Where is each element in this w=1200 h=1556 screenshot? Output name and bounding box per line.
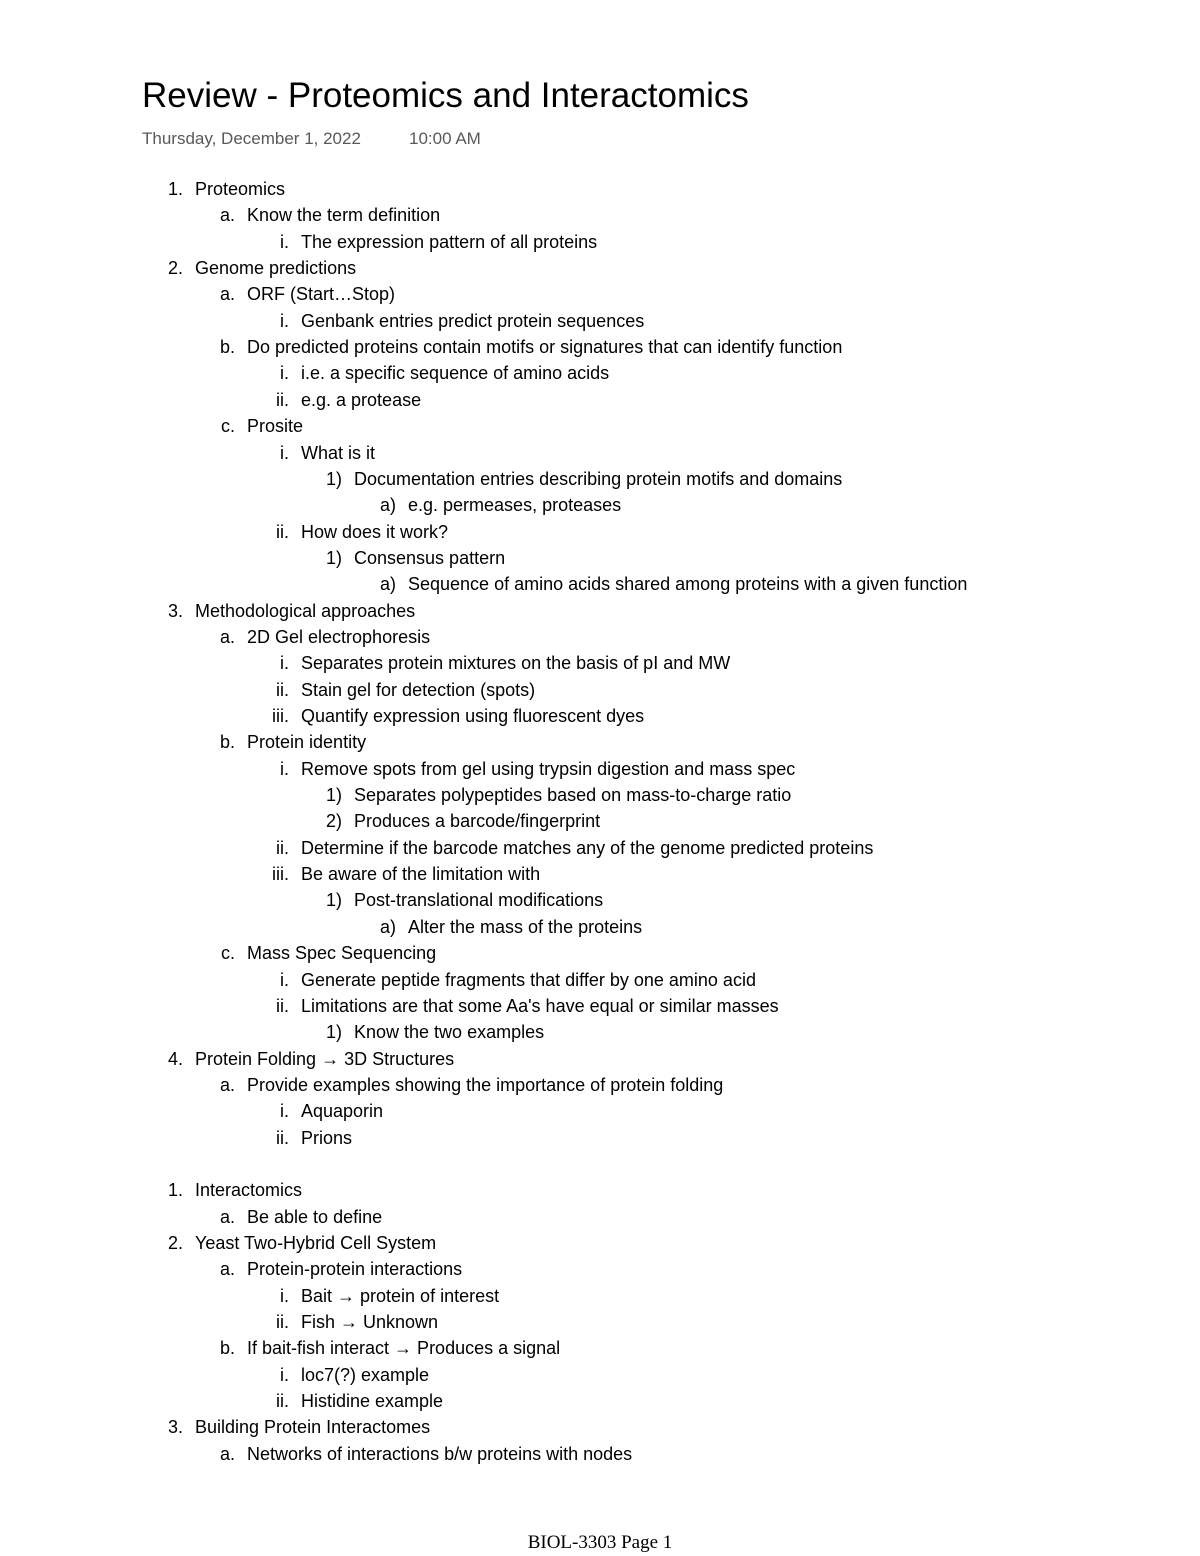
outline-marker: 1) xyxy=(325,547,342,568)
outline-marker: ii. xyxy=(276,1312,289,1333)
outline-text: Interactomics xyxy=(195,1180,303,1201)
outline-marker: i. xyxy=(280,231,289,252)
outline-item xyxy=(0,413,1200,439)
outline-marker: 1) xyxy=(325,785,342,806)
outline-marker: 3. xyxy=(167,600,183,621)
outline-marker: i. xyxy=(280,1285,289,1306)
outline-marker: a. xyxy=(219,626,235,647)
outline-text: Consensus pattern xyxy=(354,547,506,568)
outline-item xyxy=(0,967,1200,993)
outline-text: Mass Spec Sequencing xyxy=(247,943,437,964)
outline-marker: 2) xyxy=(325,811,342,832)
outline-text: Stain gel for detection (spots) xyxy=(301,679,536,700)
page-title: Review - Proteomics and Interactomics xyxy=(142,76,749,115)
outline-text: How does it work? xyxy=(301,521,449,542)
outline-text: Be aware of the limitation with xyxy=(301,864,541,885)
outline-item xyxy=(0,1441,1200,1467)
outline-item xyxy=(0,1335,1200,1361)
outline-item xyxy=(0,334,1200,360)
outline-text: Do predicted proteins contain motifs or signatures that can identify function xyxy=(247,337,843,358)
outline-marker: 2. xyxy=(167,1233,183,1253)
outline-marker: i. xyxy=(280,653,289,674)
outline-marker: i. xyxy=(280,758,289,779)
outline-marker: a. xyxy=(219,1206,235,1227)
outline-text: Limitations are that some Aa's have equal or similar masses xyxy=(301,995,779,1016)
outline-text: i.e. a specific sequence of amino acids xyxy=(301,363,610,384)
page-time: 10:00 AM xyxy=(409,129,481,148)
outline-item xyxy=(0,571,1200,597)
outline-marker: ii. xyxy=(276,679,289,700)
outline-text: What is it xyxy=(301,442,376,463)
outline-item xyxy=(0,1283,1200,1309)
outline-text: If bait-fish interact → Produces a signal xyxy=(247,1338,561,1359)
outline-item xyxy=(0,1177,1200,1203)
outline-item xyxy=(0,1046,1200,1072)
outline-marker: a. xyxy=(219,1074,235,1095)
outline-item xyxy=(0,1309,1200,1335)
outline-text: Know the two examples xyxy=(354,1022,545,1043)
outline-marker: a) xyxy=(379,916,396,937)
outline-item xyxy=(0,360,1200,386)
outline-item xyxy=(0,1125,1200,1151)
outline-marker: ii. xyxy=(276,995,289,1016)
outline-text: Provide examples showing the importance of protein folding xyxy=(247,1074,724,1095)
outline-item xyxy=(0,756,1200,782)
outline-marker: a. xyxy=(219,1259,235,1280)
outline-item xyxy=(0,281,1200,307)
outline-item xyxy=(0,1019,1200,1045)
outline-text: Alter the mass of the proteins xyxy=(408,916,643,937)
outline-marker: iii. xyxy=(272,706,289,726)
outline-item xyxy=(0,176,1200,202)
outline-marker: a) xyxy=(379,574,396,595)
outline-text: loc7(?) example xyxy=(301,1364,430,1385)
outline-marker: 4. xyxy=(167,1048,183,1069)
outline-item xyxy=(0,1256,1200,1282)
outline-item xyxy=(0,519,1200,545)
outline-marker: a. xyxy=(219,1443,235,1464)
outline-text: Bait → protein of interest xyxy=(301,1285,500,1306)
outline-text: Prosite xyxy=(247,416,304,437)
outline-text: Sequence of amino acids shared among proteins with a given function xyxy=(408,574,968,595)
outline-marker: ii. xyxy=(276,389,289,410)
outline-marker: 1. xyxy=(167,1180,183,1201)
outline-marker: i. xyxy=(280,363,289,384)
outline-marker: a. xyxy=(219,205,235,226)
outline-item xyxy=(0,466,1200,492)
outline-item xyxy=(0,993,1200,1019)
outline-item xyxy=(0,650,1200,676)
outline-marker: i. xyxy=(280,969,289,990)
outline-item xyxy=(0,729,1200,755)
outline-marker: ii. xyxy=(276,837,289,858)
outline-item xyxy=(0,1230,1200,1256)
outline-marker: i. xyxy=(280,1364,289,1385)
outline-marker: 1) xyxy=(325,890,342,911)
outline-item xyxy=(0,440,1200,466)
outline-marker: ii. xyxy=(276,1391,289,1412)
outline-text: ORF (Start…Stop) xyxy=(247,284,396,305)
outline-text: Generate peptide fragments that differ by one amino acid xyxy=(301,969,756,990)
outline-item xyxy=(0,1362,1200,1388)
outline-marker: 1) xyxy=(325,468,342,489)
outline-marker: 2. xyxy=(167,258,183,279)
outline-text: Be able to define xyxy=(247,1206,383,1227)
outline-text: Aquaporin xyxy=(301,1101,384,1122)
outline-item xyxy=(0,1072,1200,1098)
outline-marker: b. xyxy=(219,1338,235,1359)
outline-marker: a. xyxy=(219,284,235,305)
outline-text: Methodological approaches xyxy=(195,600,416,621)
outline-text: The expression pattern of all proteins xyxy=(301,231,598,252)
outline-item xyxy=(0,624,1200,650)
outline-item xyxy=(0,308,1200,334)
outline-item xyxy=(0,387,1200,413)
outline-marker: 1) xyxy=(325,1022,342,1043)
outline-item xyxy=(0,703,1200,729)
outline-item xyxy=(0,887,1200,913)
outline-text: Networks of interactions b/w proteins with nodes xyxy=(247,1443,633,1464)
outline-text: Documentation entries describing protein motifs and domains xyxy=(354,468,843,489)
outline-item xyxy=(0,1388,1200,1414)
outline-text: Building Protein Interactomes xyxy=(195,1417,431,1438)
outline-marker: 3. xyxy=(167,1417,183,1438)
outline-text: Know the term definition xyxy=(247,205,441,226)
outline-text: Remove spots from gel using trypsin digestion and mass spec xyxy=(301,758,796,779)
outline-marker: a) xyxy=(379,495,396,516)
outline-item xyxy=(0,492,1200,518)
outline-text: e.g. a protease xyxy=(301,389,422,410)
outline-item xyxy=(0,808,1200,834)
outline-item xyxy=(0,229,1200,255)
outline-marker: c. xyxy=(220,416,235,437)
outline-marker: iii. xyxy=(272,864,289,885)
outline-marker: ii. xyxy=(276,521,289,542)
outline-item xyxy=(0,861,1200,887)
outline-item xyxy=(0,677,1200,703)
outline-item xyxy=(0,782,1200,808)
outline-marker: b. xyxy=(219,732,235,753)
outline-text: Yeast Two-Hybrid Cell System xyxy=(195,1233,437,1253)
outline-marker: i. xyxy=(280,1101,289,1122)
outline-item xyxy=(0,1414,1200,1440)
outline-text: Post-translational modifications xyxy=(354,890,604,911)
outline-marker: 1. xyxy=(167,179,183,199)
outline-item xyxy=(0,545,1200,571)
outline-item xyxy=(0,1098,1200,1124)
outline-text: Determine if the barcode matches any of the genome predicted proteins xyxy=(301,837,874,858)
outline-text: e.g. permeases, proteases xyxy=(408,495,622,516)
outline-text: Quantify expression using fluorescent dyes xyxy=(301,706,645,726)
outline-text: Histidine example xyxy=(301,1391,444,1412)
outline-marker: i. xyxy=(280,442,289,463)
outline-text: Separates polypeptides based on mass-to-charge ratio xyxy=(354,785,792,806)
outline-item xyxy=(0,1204,1200,1230)
outline-item xyxy=(0,598,1200,624)
outline-text: Separates protein mixtures on the basis of pI and MW xyxy=(301,653,731,674)
page-footer: BIOL-3303 Page 1 xyxy=(527,1532,673,1553)
outline-text: Genome predictions xyxy=(195,258,357,279)
outline-text: Protein identity xyxy=(247,732,367,753)
outline-item xyxy=(0,940,1200,966)
outline-marker: c. xyxy=(220,943,235,964)
outline-marker: ii. xyxy=(276,1127,289,1148)
outline-text: 2D Gel electrophoresis xyxy=(247,626,431,647)
outline-item xyxy=(0,255,1200,281)
outline-item xyxy=(0,202,1200,228)
page-date: Thursday, December 1, 2022 xyxy=(142,129,361,148)
outline-text: Fish → Unknown xyxy=(301,1312,439,1333)
outline-text: Proteomics xyxy=(195,179,286,199)
outline-text: Protein-protein interactions xyxy=(247,1259,463,1280)
outline-text: Protein Folding → 3D Structures xyxy=(195,1048,455,1069)
outline-marker: b. xyxy=(219,337,235,358)
outline-item xyxy=(0,914,1200,940)
outline-marker: i. xyxy=(280,310,289,331)
outline-text: Produces a barcode/fingerprint xyxy=(354,811,601,832)
outline-item xyxy=(0,835,1200,861)
outline-text: Prions xyxy=(301,1127,353,1148)
outline-text: Genbank entries predict protein sequences xyxy=(301,310,645,331)
